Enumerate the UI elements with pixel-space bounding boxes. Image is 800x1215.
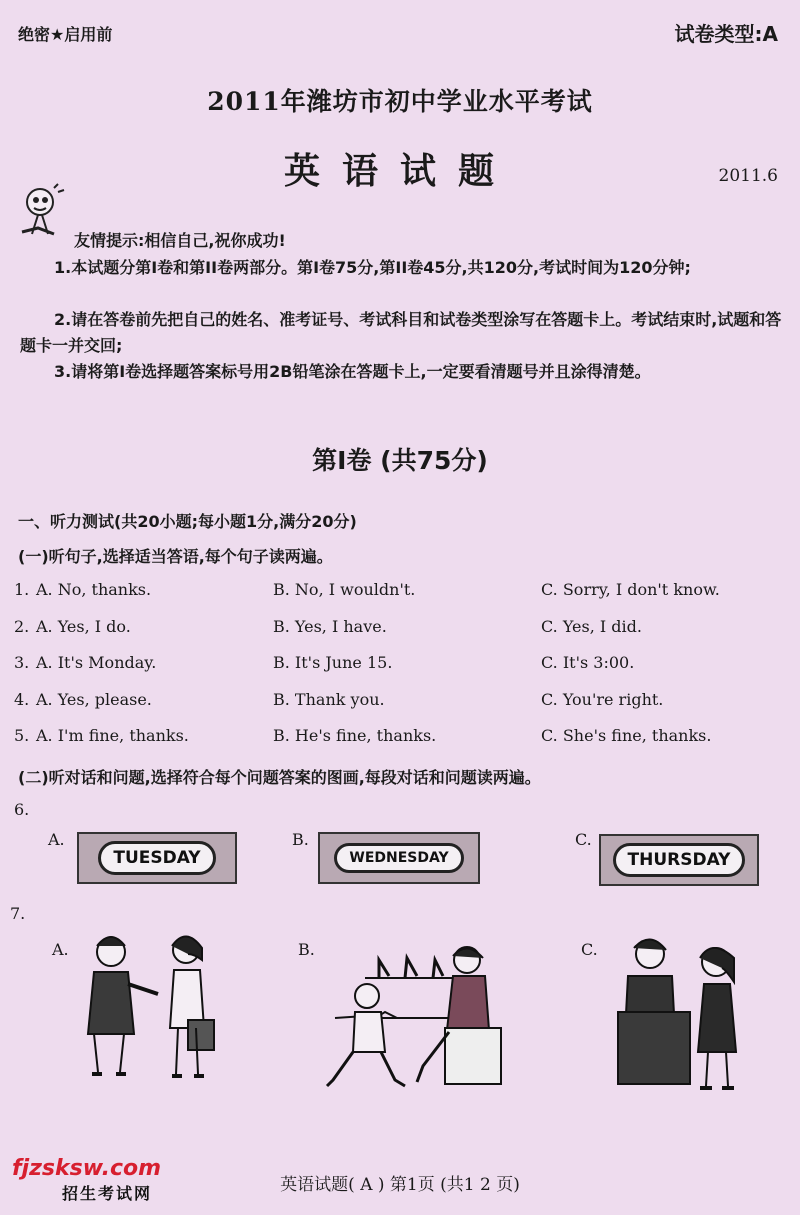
option-a: A. Yes, I do. <box>36 617 131 636</box>
question-number: 5. <box>14 726 30 745</box>
day-sign-text: TUESDAY <box>98 841 215 875</box>
day-sign-c <box>599 834 759 886</box>
subsection-heading: (一)听句子,选择适当答语,每个句子读两遍。 <box>18 547 333 566</box>
option-c-label: C. <box>581 940 598 959</box>
option-c: C. You're right. <box>541 690 664 709</box>
picture-shoe-shop <box>325 940 505 1095</box>
paper-type-label: 试卷类型:A <box>674 22 778 46</box>
confidential-label: 绝密★启用前 <box>18 25 113 44</box>
question-number: 2. <box>14 617 30 636</box>
exam-date: 2011.6 <box>718 166 778 186</box>
option-c: C. Sorry, I don't know. <box>541 580 720 599</box>
option-b: B. No, I wouldn't. <box>273 580 416 599</box>
picture-shop-counter <box>612 928 762 1098</box>
tip-item: 3.请将第I卷选择题答案标号用2B铅笔涂在答题卡上,一定要看清题号并且涂得清楚。 <box>54 362 651 381</box>
question-number: 6. <box>14 800 30 819</box>
option-b: B. It's June 15. <box>273 653 393 672</box>
option-b: B. He's fine, thanks. <box>273 726 437 745</box>
question-number: 3. <box>14 653 30 672</box>
site-logo-subtitle: 招生考试网 <box>62 1184 153 1203</box>
question-number: 4. <box>14 690 30 709</box>
day-sign-text: WEDNESDAY <box>334 843 463 873</box>
question-number: 1. <box>14 580 30 599</box>
day-sign-text: THURSDAY <box>613 843 746 877</box>
option-b-label: B. <box>292 830 309 849</box>
exam-title: 2011年潍坊市初中学业水平考试 <box>207 87 593 116</box>
option-a: A. I'm fine, thanks. <box>36 726 189 745</box>
subject-title: 英语试题 <box>283 151 516 192</box>
option-b-label: B. <box>298 940 315 959</box>
option-c: C. Yes, I did. <box>541 617 642 636</box>
option-c: C. It's 3:00. <box>541 653 635 672</box>
option-a: A. No, thanks. <box>36 580 152 599</box>
option-b: B. Yes, I have. <box>273 617 387 636</box>
question-number: 7. <box>10 904 26 923</box>
section-title: 第I卷 (共75分) <box>312 446 488 475</box>
day-sign-a <box>77 832 237 884</box>
picture-two-women-talking <box>76 924 236 1094</box>
site-logo-text: fjzsksw.com <box>12 1156 162 1181</box>
tip-item: 2.请在答卷前先把自己的姓名、准考证号、考试科目和试卷类型涂写在答题卡上。考试结束时,试题和答题卡一并交回; <box>20 310 782 355</box>
option-a-label: A. <box>48 830 65 849</box>
option-a: A. It's Monday. <box>36 653 157 672</box>
option-c-label: C. <box>575 830 592 849</box>
option-b: B. Thank you. <box>273 690 385 709</box>
subsection-heading: (二)听对话和问题,选择符合每个问题答案的图画,每段对话和问题读两遍。 <box>18 768 541 787</box>
mascot-icon <box>18 182 70 242</box>
tip-item: 1.本试题分第I卷和第II卷两部分。第I卷75分,第II卷45分,共120分,考试时间为120分钟; <box>54 258 691 277</box>
part-heading: 一、听力测试(共20小题;每小题1分,满分20分) <box>18 512 357 531</box>
option-c: C. She's fine, thanks. <box>541 726 712 745</box>
option-a: A. Yes, please. <box>36 690 152 709</box>
site-logo <box>12 1156 161 1204</box>
page-footer: 英语试题( A ) 第1页 (共1 2 页) <box>280 1175 520 1195</box>
tips-title: 友情提示:相信自己,祝你成功! <box>74 231 286 250</box>
day-sign-b <box>318 832 480 884</box>
option-a-label: A. <box>52 940 69 959</box>
